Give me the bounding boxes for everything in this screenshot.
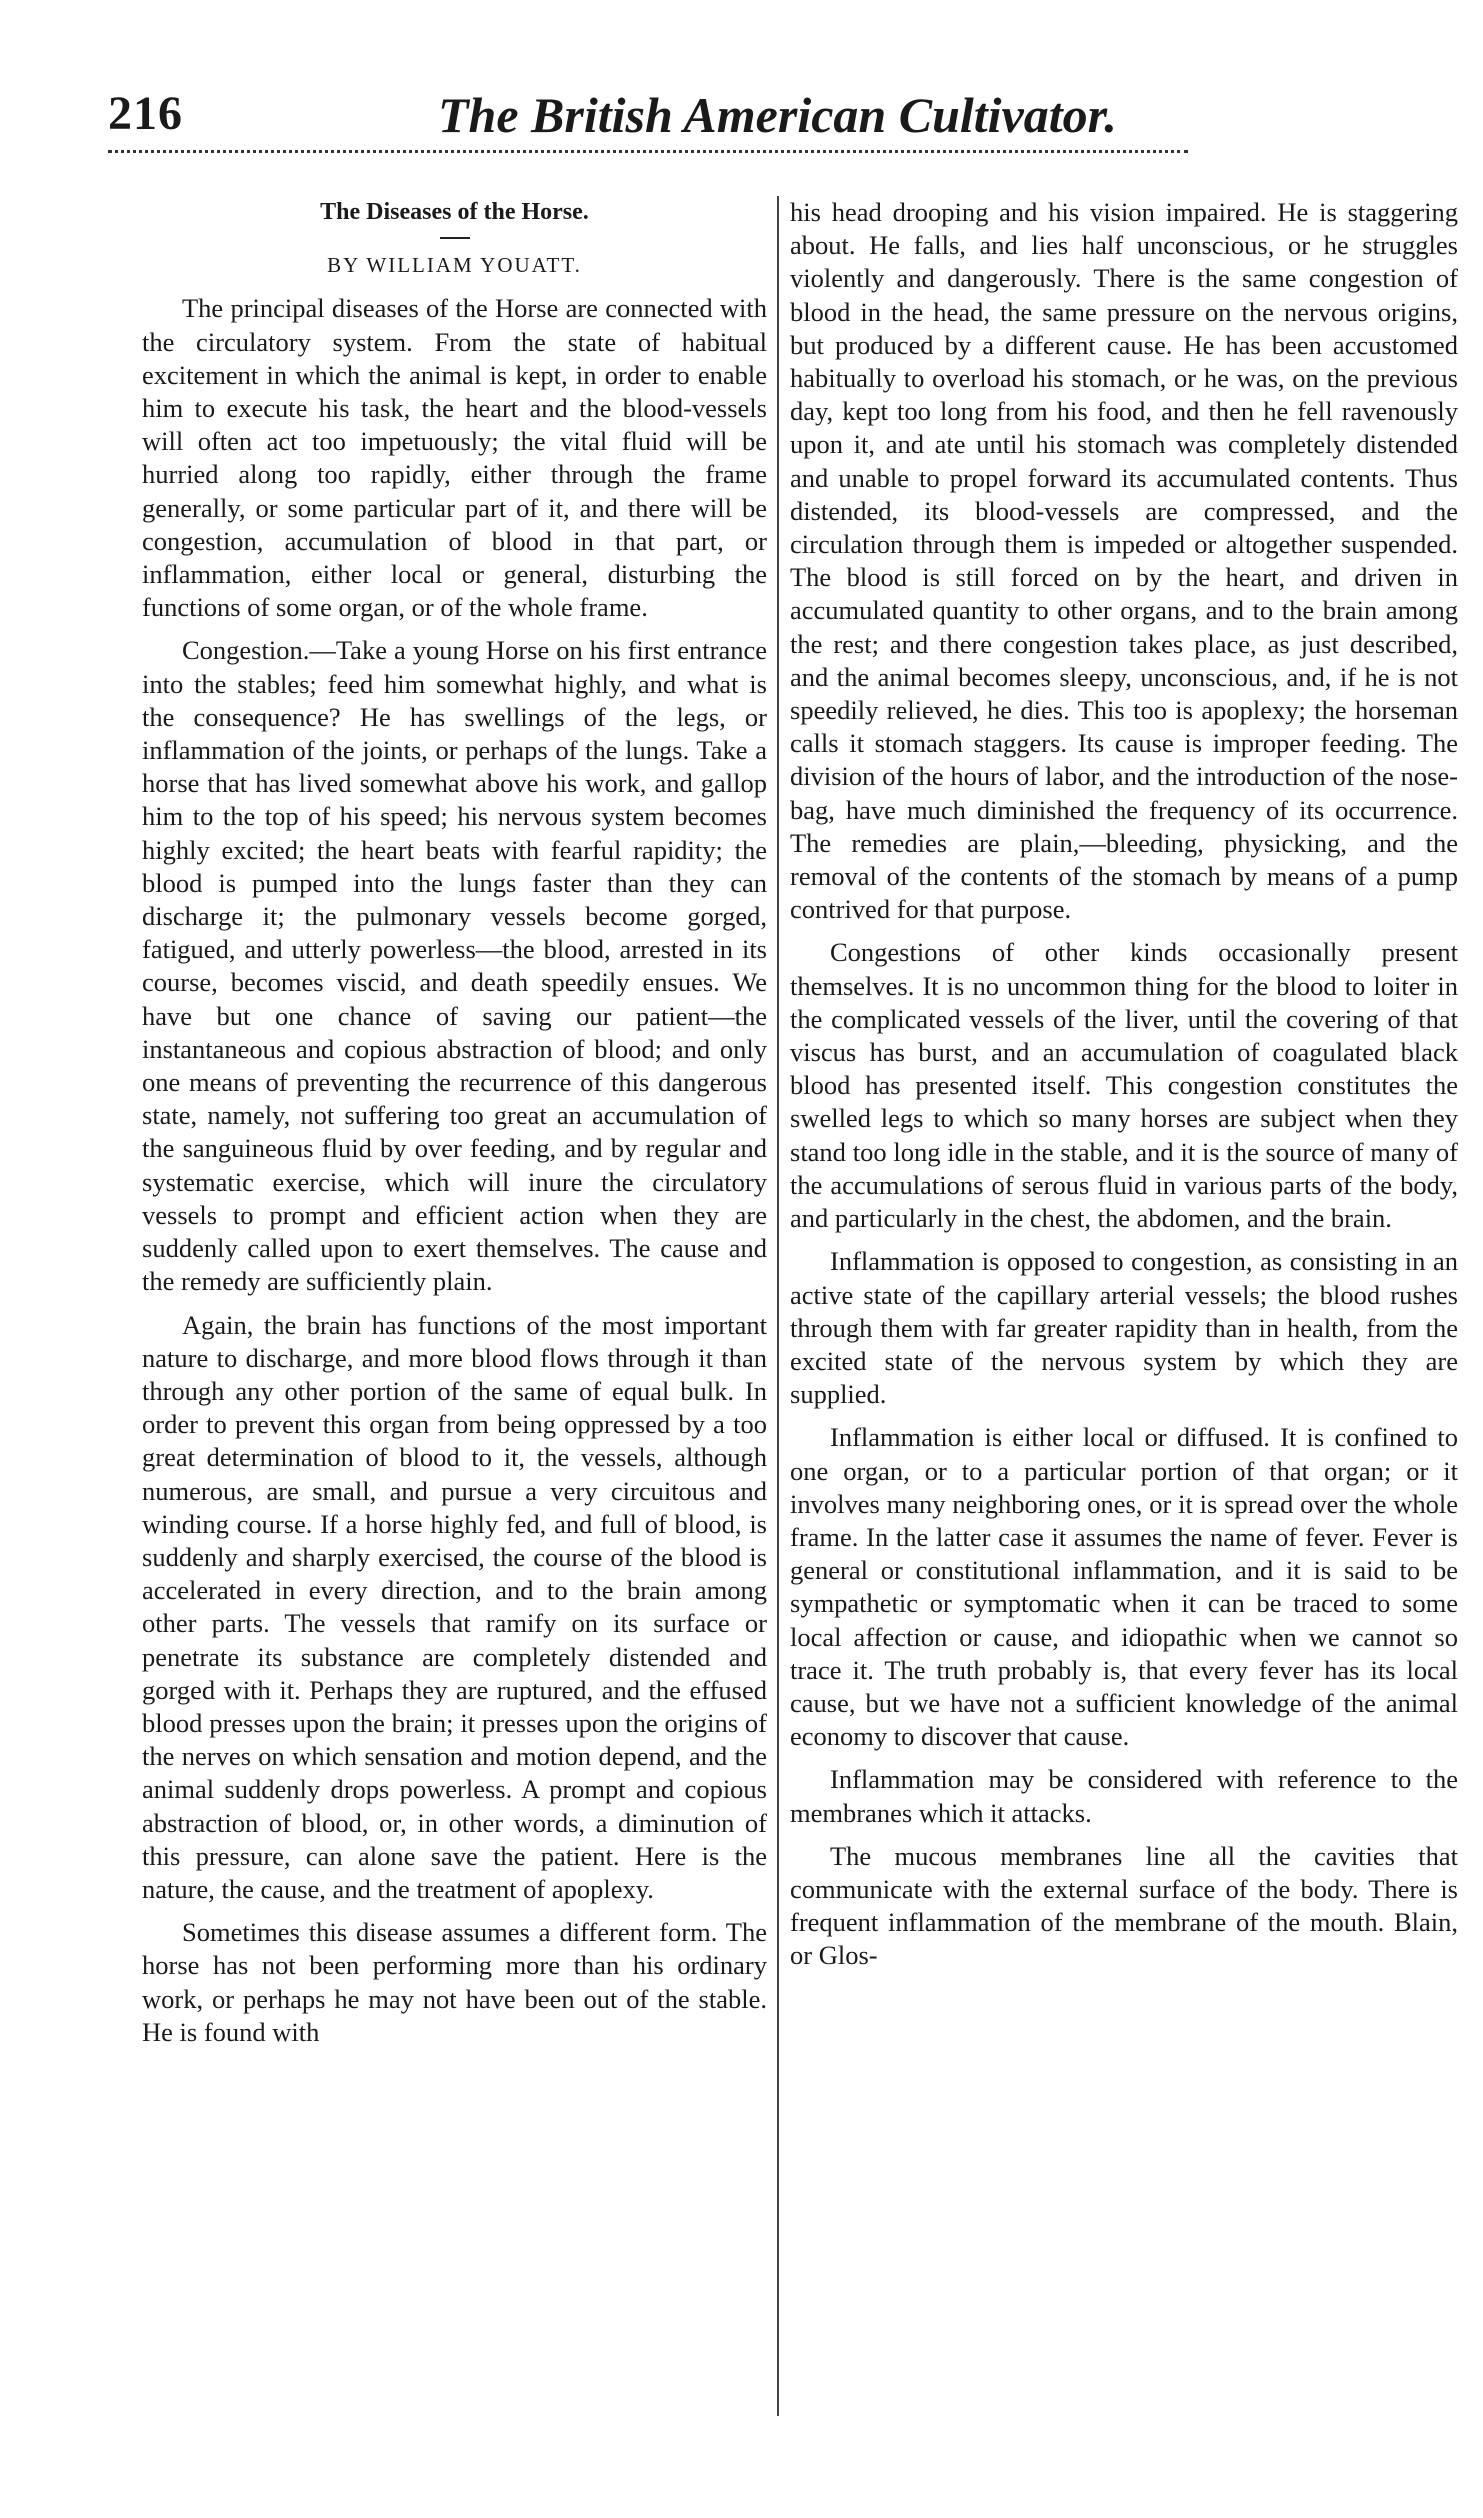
paragraph-inflammation-types: Inflammation is either local or diffused. It is confined to one organ, or to a particular portion of that organ; or it involves many neighboring ones, or it is spread over the whole frame. In the latter case it assumes the name of fever. Fever is general or constitutional inflammation, and it is said to be sympathetic or symptomatic when it can be traced to some local affection or cause, and idiopathic when we cannot so trace it. The truth probably is, that every fever has its local cause, but we have not a sufficient knowledge of the animal economy to discover that cause. xyxy=(790,1422,1458,1752)
left-column xyxy=(142,196,767,2426)
paragraph-brain: Again, the brain has functions of the most important nature to discharge, and more blood flows through it than through any other portion of the same of equal bulk. In order to prevent this organ from being oppressed by a too great determination of blood to it, the vessels, although numerous, are small, and pursue a very circuitous and winding course. If a horse highly fed, and full of blood, is suddenly and sharply exercised, the course of the blood is accelerated in every direction, and to the brain among other parts. The vessels that ramify on its surface or penetrate its substance are completely distended and gorged with it. Perhaps they are ruptured, and the effused blood presses upon the brain; it presses upon the origins of the nerves on which sensation and motion depend, and the animal suddenly drops powerless. A prompt and copious abstraction of blood, or, in other words, a diminution of this pressure, can alone save the patient. Here is the nature, the cause, and the treatment of apoplexy. xyxy=(142,1309,767,1904)
right-column xyxy=(790,196,1458,2426)
paragraph-different-form: Sometimes this disease assumes a different form. The horse has not been performing more than his ordinary work, or perhaps he may not have been out of the stable. He is found with xyxy=(142,1917,767,2047)
paragraph-mucous-membranes: The mucous membranes line all the cavities that communicate with the external surface of the body. There is frequent inflammation of the membrane of the mouth. Blain, or Glos- xyxy=(790,1840,1458,1971)
paragraph-other-congestions: Congestions of other kinds occasionally present themselves. It is no uncommon thing for the blood to loiter in the complicated vessels of the liver, until the covering of that viscus has burst, and an accumulation of coagulated black blood has presented itself. This congestion constitutes the swelled legs to which so many horses are subject when they stand too long idle in the stable, and it is the source of many of the accumulations of serous fluid in various parts of the body, and particularly in the chest, the abdomen, and the brain. xyxy=(790,937,1458,1234)
journal-title: The British American Cultivator. xyxy=(438,87,1117,143)
page-header xyxy=(108,86,1398,166)
paragraph-inflammation-definition: Inflammation is opposed to congestion, as consisting in an active state of the capillary arterial vessels; the blood rushes through them with far greater rapidity than in health, from the excited state of the nervous system by which they are supplied. xyxy=(790,1246,1458,1410)
column-divider xyxy=(777,196,779,2416)
paragraph-membranes: Inflammation may be considered with reference to the membranes which it attacks. xyxy=(790,1764,1458,1828)
page-number: 216 xyxy=(108,87,183,140)
article-byline: BY WILLIAM YOUATT. xyxy=(327,253,582,278)
paragraph-intro: The principal diseases of the Horse are connected with the circulatory system. From the state of habitual excitement in which the animal is kept, in order to enable him to execute his task, the heart and the blood-vessels will often act too impetuously; the vital fluid will be hurried along too rapidly, either through the frame generally, or some particular part of it, and there will be congestion, accumulation of blood in that part, or inflammation, either local or general, disturbing the functions of some organ, or of the whole frame. xyxy=(142,293,767,623)
paragraph-congestion: Congestion.—Take a young Horse on his first entrance into the stables; feed him somewhat highly, and what is the consequence? He has swellings of the legs, or inflammation of the joints, or perhaps of the lungs. Take a horse that has lived somewhat above his work, and gallop him to the top of his speed; his nervous system becomes highly excited; the heart beats with fearful rapidity; the blood is pumped into the lungs faster than they can discharge it; the pulmonary vessels become gorged, fatigued, and utterly powerless—the blood, arrested in its course, becomes viscid, and death speedily ensues. We have but one chance of saving our patient—the instantaneous and copious abstraction of blood; and only one means of preventing the recurrence of this dangerous state, namely, not suffering too great an accumulation of the sanguineous fluid by over feeding, and by regular and systematic exercise, which will inure the circulatory vessels to prompt and efficient action when they are suddenly called upon to exert themselves. The cause and the remedy are sufficiently plain. xyxy=(142,635,767,1297)
article-title: The Diseases of the Horse. xyxy=(320,199,589,225)
title-divider xyxy=(440,237,470,239)
header-rule xyxy=(108,150,1188,153)
paragraph-continued: his head drooping and his vision impaired. He is staggering about. He falls, and lies half unconscious, or he struggles violently and dangerously. There is the same congestion of blood in the head, the same pressure on the nervous origins, but produced by a different cause. He has been accustomed habitually to overload his stomach, or he was, on the previous day, kept too long from his food, and then he fell ravenously upon it, and ate until his stomach was completely distended and unable to propel forward its accumulated contents. Thus distended, its blood-vessels are compressed, and the circulation through them is impeded or altogether suspended. The blood is still forced on by the heart, and driven in accumulated quantity to other organs, and to the brain among the rest; and there congestion takes place, as just described, and the animal becomes sleepy, unconscious, and, if he is not speedily relieved, he dies. This too is apoplexy; the horseman calls it stomach staggers. Its cause is improper feeding. The division of the hours of labor, and the introduction of the nose-bag, have much diminished the frequency of its occurrence. The remedies are plain,—bleeding, physicking, and the removal of the contents of the stomach by means of a pump contrived for that purpose. xyxy=(790,197,1458,925)
